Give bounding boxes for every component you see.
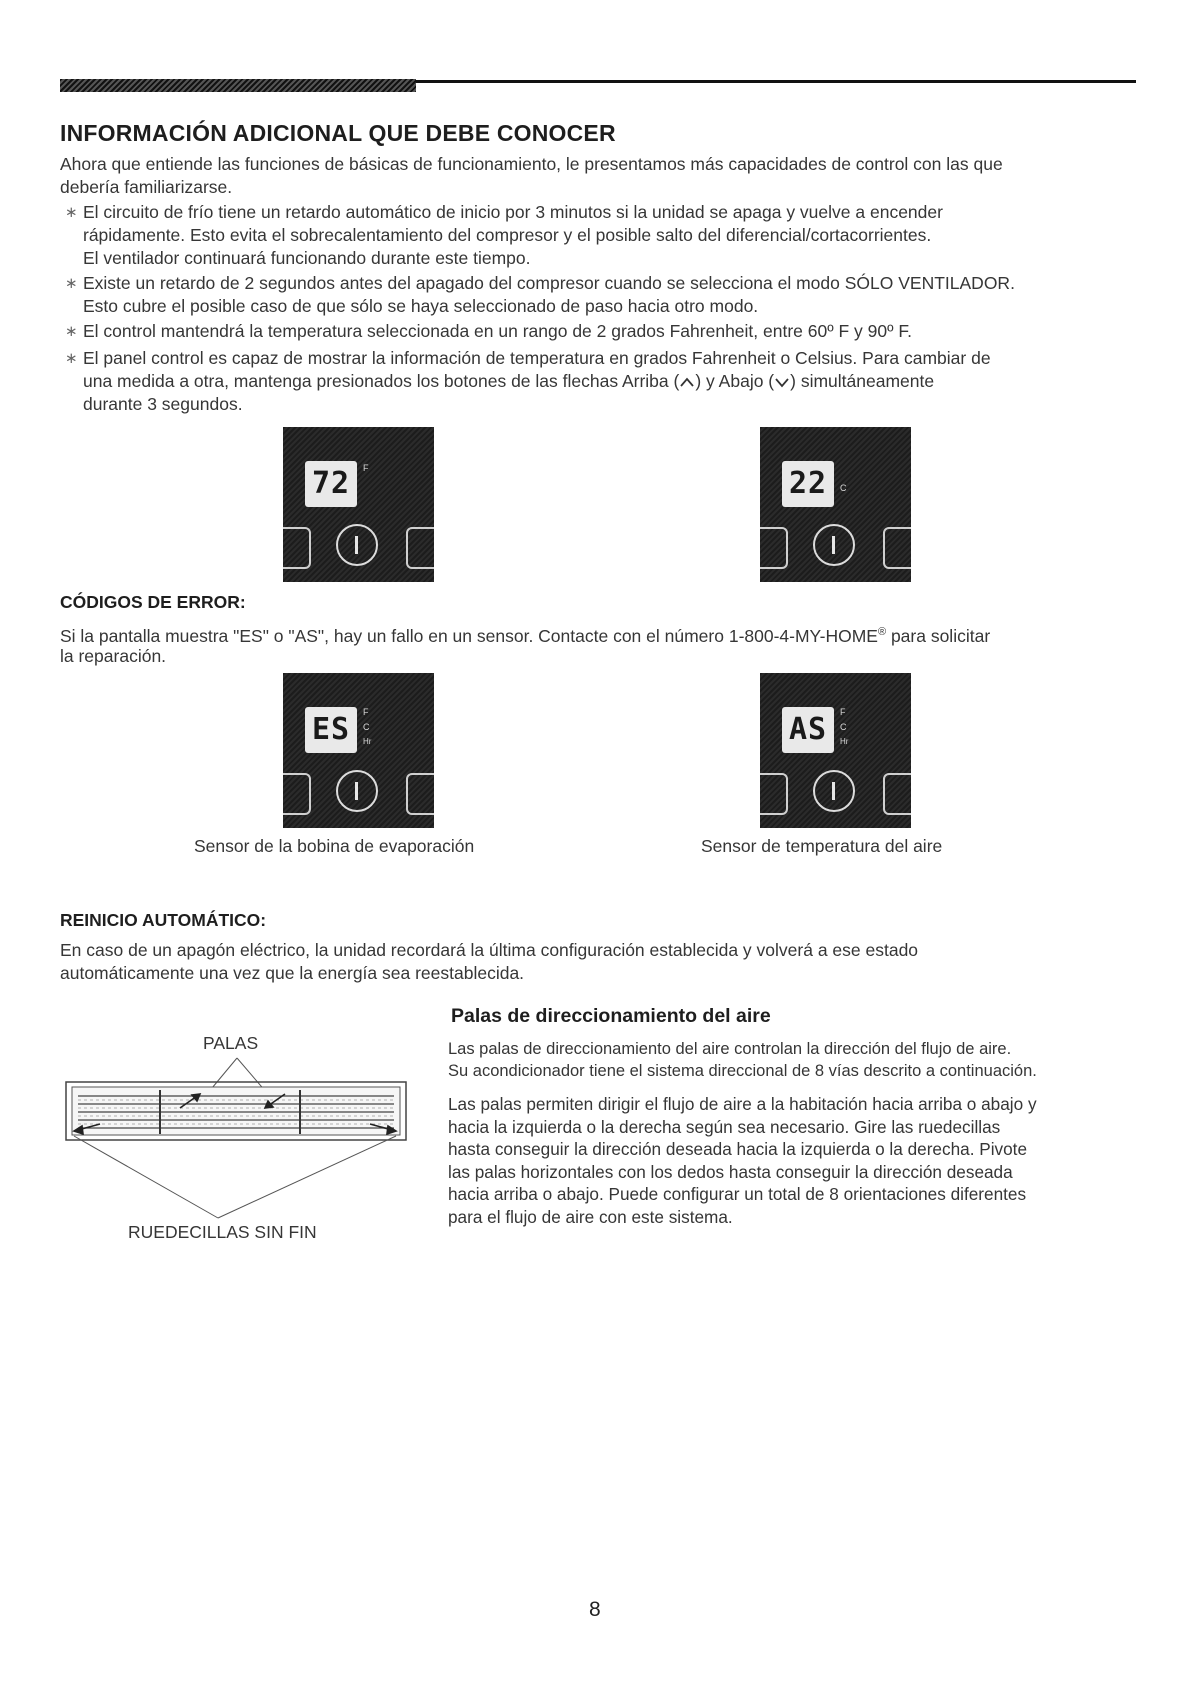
left-button (760, 527, 788, 569)
bullet-line: El panel control es capaz de mostrar la información de temperatura en grados Fahrenheit o Celsius. Para cambiar de (83, 348, 991, 368)
bullet-line (83, 370, 991, 393)
display-readout: AS (782, 707, 834, 753)
auto-restart-heading: REINICIO AUTOMÁTICO: (60, 910, 267, 930)
display-readout: 22 (782, 461, 834, 507)
louvers-heading: Palas de direccionamiento del aire (451, 1005, 771, 1027)
paragraph-line: Su acondicionador tiene el sistema direccional de 8 vías descrito a continuación. (448, 1062, 1037, 1080)
bullet-text: ) y Abajo ( (695, 371, 775, 391)
paragraph-line: para el flujo de aire con este sistema. (448, 1206, 733, 1227)
error-codes-line-2: la reparación. (60, 646, 167, 666)
page-number: 8 (589, 1598, 601, 1621)
up-arrow-icon (679, 376, 695, 388)
header-rule-accent (60, 79, 416, 92)
auto-restart-line-2: automáticamente una vez que la energía sea reestablecida. (60, 963, 525, 983)
paragraph-line: hacia arriba o abajo. Puede configurar un total de 8 orientaciones diferentes (448, 1184, 1027, 1204)
paragraph-line: las palas horizontales con los dedos hasta conseguir la dirección deseada (448, 1161, 1013, 1182)
left-button (760, 773, 788, 815)
unit-indicator: Hr (840, 737, 849, 746)
left-button (283, 527, 311, 569)
unit-indicator: C (363, 722, 370, 732)
power-icon (813, 524, 855, 566)
paragraph-line: Las palas de direccionamiento del aire controlan la dirección del flujo de aire. (448, 1040, 1012, 1058)
unit-indicator: C (840, 722, 847, 732)
unit-indicator: F (840, 707, 846, 717)
louver-diagram (60, 1054, 410, 1234)
section-title: INFORMACIÓN ADICIONAL QUE DEBE CONOCER (60, 120, 616, 146)
control-panel-display-es (283, 673, 434, 828)
right-button (406, 527, 434, 569)
error-codes-text: para solicitar (886, 625, 991, 646)
diagram-label-thumbwheels: RUEDECILLAS SIN FIN (128, 1222, 317, 1242)
intro-line-2: debería familiarizarse. (60, 177, 233, 197)
error-codes-line-1 (60, 621, 990, 648)
louvers-paragraph-2 (448, 1093, 1037, 1228)
bullet-line: Existe un retardo de 2 segundos antes del apagado del compresor cuando se selecciona el modo SÓLO VENTILADOR. (83, 273, 1015, 293)
control-panel-display-celsius (760, 427, 911, 582)
intro-line-1: Ahora que entiende las funciones de básicas de funcionamiento, le presentamos más capacidades de control con las que (60, 154, 1003, 174)
left-button (283, 773, 311, 815)
bullet-text: ) simultáneamente (790, 371, 935, 391)
unit-indicator: F (363, 463, 369, 473)
bullet-marker: ∗ (65, 275, 78, 292)
power-icon (336, 524, 378, 566)
bullet-marker: ∗ (65, 204, 78, 221)
bullet-text: una medida a otra, mantenga presionados los botones de las flechas Arriba ( (83, 371, 680, 391)
paragraph-line: hasta conseguir la dirección deseada hacia la izquierda o la derecha. Pivote (448, 1139, 1028, 1159)
bullet-line: El control mantendrá la temperatura seleccionada en un rango de 2 grados Fahrenheit, entre 60º F y 90º F. (83, 321, 912, 341)
control-panel-display-fahrenheit (283, 427, 434, 582)
error-codes-heading: CÓDIGOS DE ERROR: (60, 592, 246, 612)
down-arrow-icon (774, 376, 790, 388)
control-panel-display-as (760, 673, 911, 828)
registered-mark: ® (877, 626, 887, 638)
diagram-label-louvers: PALAS (203, 1033, 259, 1053)
bullet-line: rápidamente. Esto evita el sobrecalentamiento del compresor y el posible salto del diferencial/cortacorrientes. (83, 225, 932, 245)
bullet-line: El ventilador continuará funcionando durante este tiempo. (83, 248, 531, 268)
bullet-item (65, 347, 991, 416)
bullet-item (65, 201, 943, 270)
bullet-marker: ∗ (65, 323, 78, 340)
unit-indicator: Hr (363, 737, 372, 746)
paragraph-line: Las palas permiten dirigir el flujo de aire a la habitación hacia arriba o abajo y (448, 1094, 1037, 1114)
bullet-item (65, 272, 1015, 318)
caption-evaporator-sensor: Sensor de la bobina de evaporación (194, 836, 475, 856)
bullet-line: durante 3 segundos. (83, 394, 243, 414)
error-codes-text: Si la pantalla muestra "ES" o "AS", hay un fallo en un sensor. Contacte con el número 1-800-4-MY-HOME (60, 625, 878, 646)
bullet-line: Esto cubre el posible caso de que sólo se haya seleccionado de paso hacia otro modo. (83, 296, 759, 316)
bullet-line: El circuito de frío tiene un retardo automático de inicio por 3 minutos si la unidad se apaga y vuelve a encender (83, 202, 943, 222)
power-icon (336, 770, 378, 812)
right-button (883, 773, 911, 815)
display-readout: ES (305, 707, 357, 753)
paragraph-line: hacia la izquierda o la derecha según sea necesario. Gire las ruedecillas (448, 1116, 1001, 1137)
display-readout: 72 (305, 461, 357, 507)
bullet-marker: ∗ (65, 350, 78, 367)
right-button (883, 527, 911, 569)
caption-air-temperature-sensor: Sensor de temperatura del aire (701, 836, 943, 856)
louvers-paragraph-1 (448, 1038, 1037, 1082)
power-icon (813, 770, 855, 812)
unit-indicator: C (840, 483, 847, 493)
unit-indicator: F (363, 707, 369, 717)
auto-restart-line-1: En caso de un apagón eléctrico, la unidad recordará la última configuración establecida y volverá a ese estado (60, 940, 919, 960)
right-button (406, 773, 434, 815)
bullet-item (65, 320, 912, 343)
